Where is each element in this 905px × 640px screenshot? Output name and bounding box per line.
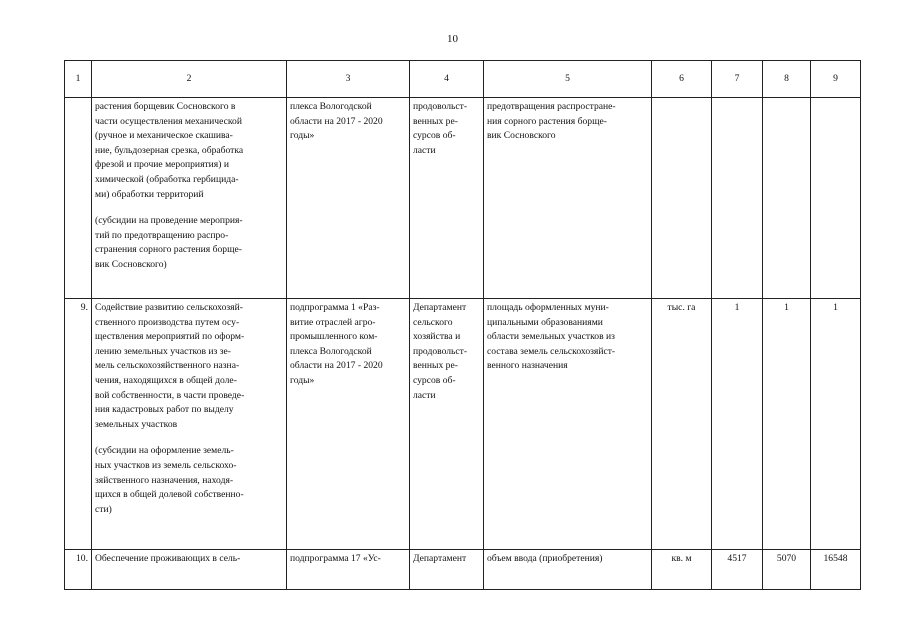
subprogram-cell: подпрограмма 1 «Раз- витие отраслей агро- промышленного ком- плекса Вологодской области на 2017 - 2020 годы» (287, 299, 410, 550)
indicator-cell: площадь оформленных муни- ципальными образованиями области земельных участков из состава земель сельскохозяйст- венного назначения (484, 299, 652, 550)
page-number: 10 (447, 33, 458, 45)
header-cell: 4 (410, 61, 484, 98)
header-cell: 2 (92, 61, 287, 98)
measure-text: Содействие развитию сельскохозяй- ственного производства путем осу- ществления мероприятий по оформ- лению земельных участков из зе- мель сельскохозяйственного назна- чения, находящихся в общей доле- вой собственности, в части проведе- ния кадастровых работ по выделу земельных участков (95, 302, 245, 430)
unit-cell: тыс. га (652, 299, 712, 550)
unit-cell: кв. м (652, 550, 712, 590)
measure-subsidy-note: (субсидии на проведение мероприя- тий по предотвращению распро- странения сорного растения борще- вик Сосновского) (95, 215, 243, 270)
header-cell: 5 (484, 61, 652, 98)
header-cell: 1 (65, 61, 92, 98)
measure-description (92, 550, 287, 590)
table-row (65, 98, 861, 299)
value-col9: 1 (811, 299, 861, 550)
header-cell: 3 (287, 61, 410, 98)
value-col9: 16548 (811, 550, 861, 590)
measure-text: растения борщевик Сосновского в части осуществления механической (ручное и механическое скашива- ние, бульдозерная срезка, обработка фрезой и прочие мероприятия) и химической (обработка гербицида- ми) обработки территорий (95, 101, 244, 200)
row-number: 9. (65, 299, 92, 550)
measure-description (92, 299, 287, 550)
measure-description (92, 98, 287, 299)
header-cell: 7 (712, 61, 763, 98)
subprogram-cell: подпрограмма 17 «Ус- (287, 550, 410, 590)
value-col8: 1 (763, 299, 811, 550)
value-col7: 4517 (712, 550, 763, 590)
indicator-cell: объем ввода (приобретения) (484, 550, 652, 590)
header-cell: 9 (811, 61, 861, 98)
value-col9 (811, 98, 861, 299)
executor-cell: продовольст- венных ре- сурсов об- ласти (410, 98, 484, 299)
indicator-cell: предотвращения распростране- ния сорного растения борще- вик Сосновского (484, 98, 652, 299)
measure-text: Обеспечение проживающих в сель- (95, 553, 241, 564)
table-header-row (65, 61, 861, 98)
table-row (65, 299, 861, 550)
value-col7 (712, 98, 763, 299)
executor-cell: Департамент (410, 550, 484, 590)
header-cell: 6 (652, 61, 712, 98)
value-col8: 5070 (763, 550, 811, 590)
executor-cell: Департамент сельского хозяйства и продовольст- венных ре- сурсов об- ласти (410, 299, 484, 550)
row-number (65, 98, 92, 299)
unit-cell (652, 98, 712, 299)
table-row (65, 550, 861, 590)
header-cell: 8 (763, 61, 811, 98)
measure-subsidy-note: (субсидии на оформление земель- ных участков из земель сельскохо- зяйственного назначения, находя- щихся в общей долевой собственно- сти) (95, 445, 244, 515)
program-table (64, 60, 861, 590)
value-col8 (763, 98, 811, 299)
subprogram-cell: плекса Вологодской области на 2017 - 2020 годы» (287, 98, 410, 299)
row-number: 10. (65, 550, 92, 590)
value-col7: 1 (712, 299, 763, 550)
